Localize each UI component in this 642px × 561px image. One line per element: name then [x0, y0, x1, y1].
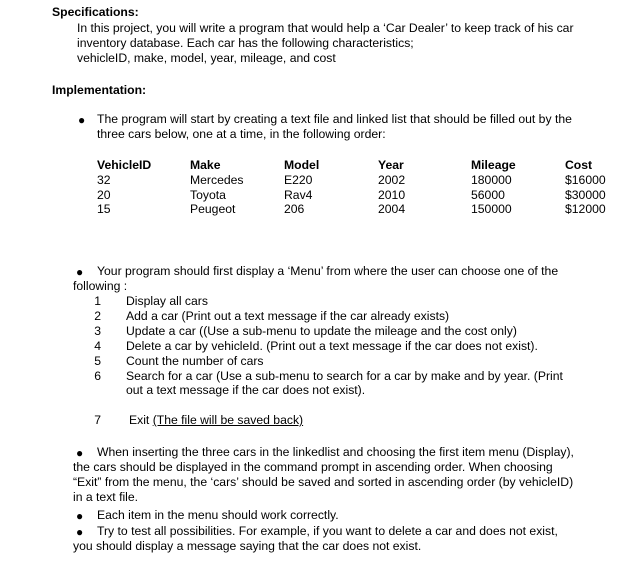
specifications-line: vehicleID, make, model, year, mileage, and cost: [77, 51, 336, 65]
bullet-text: Each item in the menu should work correctly.: [97, 508, 339, 522]
bullet-text: three cars below, one at a time, in the following order:: [97, 127, 386, 141]
specifications-line: inventory database. Each car has the following characteristics;: [77, 36, 414, 50]
exit-label: Exit: [129, 413, 150, 427]
table-cell: 2010: [378, 188, 406, 202]
table-cell: 2004: [378, 202, 406, 216]
table-header-model: Model: [284, 158, 320, 172]
menu-item-number: 6: [94, 369, 101, 383]
menu-item-number: 2: [94, 309, 101, 323]
menu-item-number: 5: [94, 354, 101, 368]
menu-item-text: Count the number of cars: [126, 354, 264, 368]
bullet-icon: ●: [76, 446, 84, 460]
bullet-icon: ●: [76, 265, 84, 279]
table-cell: $12000: [565, 202, 606, 216]
table-cell: 150000: [471, 202, 512, 216]
table-header-year: Year: [378, 158, 404, 172]
menu-item-exit: [129, 413, 303, 428]
table-cell: 2002: [378, 173, 406, 187]
table-header-vehicleid: VehicleID: [97, 158, 152, 172]
bullet-text: the cars should be displayed in the command prompt in ascending order. When choosing: [73, 460, 553, 474]
bullet-icon: ●: [78, 113, 86, 127]
table-cell: Peugeot: [190, 202, 236, 216]
bullet-icon: ●: [76, 509, 84, 523]
table-cell: 20: [97, 188, 111, 202]
table-cell: Rav4: [284, 188, 313, 202]
bullet-text: Try to test all possibilities. For example, if you want to delete a car and does not exist,: [97, 524, 558, 538]
table-header-mileage: Mileage: [471, 158, 516, 172]
table-cell: 32: [97, 173, 111, 187]
implementation-heading: Implementation:: [52, 83, 147, 97]
bullet-text: When inserting the three cars in the linkedlist and choosing the first item menu (Display),: [97, 445, 574, 459]
menu-item-number: 7: [94, 413, 101, 427]
bullet-icon: ●: [76, 525, 84, 539]
bullet-text: The program will start by creating a text file and linked list that should be filled out by the: [97, 112, 572, 126]
exit-note: (The file will be saved back): [152, 413, 304, 427]
table-cell: $30000: [565, 188, 606, 202]
table-header-make: Make: [190, 158, 221, 172]
table-cell: E220: [284, 173, 313, 187]
bullet-text: in a text file.: [73, 490, 139, 504]
table-cell: Mercedes: [190, 173, 244, 187]
menu-item-number: 3: [94, 324, 101, 338]
menu-item-number: 4: [94, 339, 101, 353]
menu-item-number: 1: [94, 294, 101, 308]
bullet-text: following :: [73, 279, 128, 293]
bullet-text: you should display a message saying that the car does not exist.: [73, 539, 422, 553]
table-cell: 56000: [471, 188, 505, 202]
table-cell: $16000: [565, 173, 606, 187]
menu-item-text: Search for a car (Use a sub-menu to search for a car by make and by year. (Print: [126, 369, 563, 383]
menu-item-text: Update a car ((Use a sub-menu to update the mileage and the cost only): [126, 324, 517, 338]
table-cell: Toyota: [190, 188, 226, 202]
table-cell: 206: [284, 202, 305, 216]
menu-item-text: Display all cars: [126, 294, 208, 308]
table-cell: 180000: [471, 173, 512, 187]
menu-item-text: out a text message if the car does not exist).: [126, 383, 366, 397]
table-header-cost: Cost: [565, 158, 593, 172]
specifications-heading: Specifications:: [52, 5, 139, 19]
menu-item-text: Add a car (Print out a text message if the car already exists): [126, 309, 450, 323]
bullet-text: Your program should first display a ‘Menu’ from where the user can choose one of the: [97, 264, 559, 278]
menu-item-text: Delete a car by vehicleId. (Print out a text message if the car does not exist).: [126, 339, 538, 353]
specifications-line: In this project, you will write a program that would help a ‘Car Dealer’ to keep track of his car: [77, 21, 574, 35]
bullet-text: “Exit” from the menu, the ‘cars’ should be saved and sorted in ascending order (by vehicleID): [73, 475, 574, 489]
table-cell: 15: [97, 202, 111, 216]
